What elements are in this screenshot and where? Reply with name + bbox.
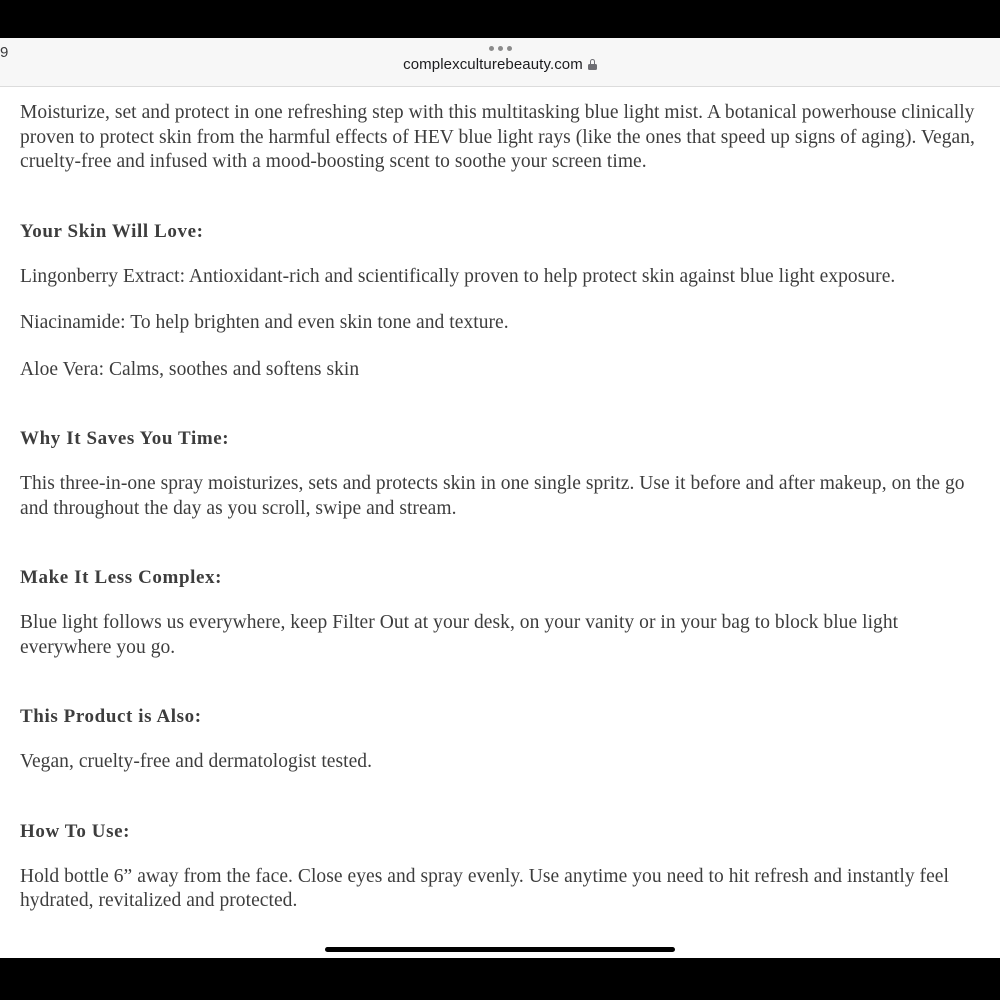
dot-2 xyxy=(498,46,503,51)
section-heading-skin-will-love: Your Skin Will Love: xyxy=(20,220,204,242)
lock-icon xyxy=(588,59,597,70)
screen xyxy=(0,38,1000,958)
section-heading-product-is-also: This Product is Also: xyxy=(20,706,202,727)
paragraph-product-is-also: Vegan, cruelty-free and dermatologist tested. xyxy=(20,751,373,772)
section-heading-how-to-use: How To Use: xyxy=(20,820,131,842)
home-indicator[interactable] xyxy=(325,947,675,952)
paragraph-how-to-use: Hold bottle 6” away from the face. Close eyes and spray evenly. Use anytime you need to hit refresh and instantly feel hydrated, revitalized and protected. xyxy=(20,865,949,911)
address-bar[interactable] xyxy=(0,56,1000,73)
section-heading-less-complex: Make It Less Complex: xyxy=(20,567,223,588)
ingredient-lingonberry: Lingonberry Extract: Antioxidant-rich and scientifically proven to help protect skin against blue light exposure. xyxy=(20,265,896,287)
web-page-content xyxy=(0,87,1000,958)
ingredient-niacinamide: Niacinamide: To help brighten and even skin tone and texture. xyxy=(20,312,509,333)
dot-1 xyxy=(489,46,494,51)
bottom-bezel xyxy=(0,958,1000,1000)
dot-3 xyxy=(507,46,512,51)
top-bezel xyxy=(0,0,1000,38)
browser-toolbar xyxy=(0,38,1000,87)
intro-paragraph: Moisturize, set and protect in one refreshing step with this multitasking blue light mist. A botanical powerhouse clinically proven to protect skin from the harmful effects of HEV blue light rays (like the ones that speed up signs of aging). Vegan, cruelty-free and infused with a mood-boosting scent to soothe your screen time. xyxy=(20,102,975,172)
url-text: complexculturebeauty.com xyxy=(403,56,583,73)
section-heading-saves-time: Why It Saves You Time: xyxy=(20,428,230,449)
paragraph-saves-time: This three-in-one spray moisturizes, sets and protects skin in one single spritz. Use it before and after makeup, on the go and throughout the day as you scroll, swipe and stream. xyxy=(20,473,965,519)
ingredient-aloe-vera: Aloe Vera: Calms, soothes and softens skin xyxy=(20,358,360,380)
paragraph-less-complex: Blue light follows us everywhere, keep Filter Out at your desk, on your vanity or in your bag to block blue light everywhere you go. xyxy=(20,612,899,658)
product-description xyxy=(20,87,980,914)
left-edge-glyph: 9 xyxy=(0,44,9,61)
three-dots-icon[interactable] xyxy=(489,42,512,54)
